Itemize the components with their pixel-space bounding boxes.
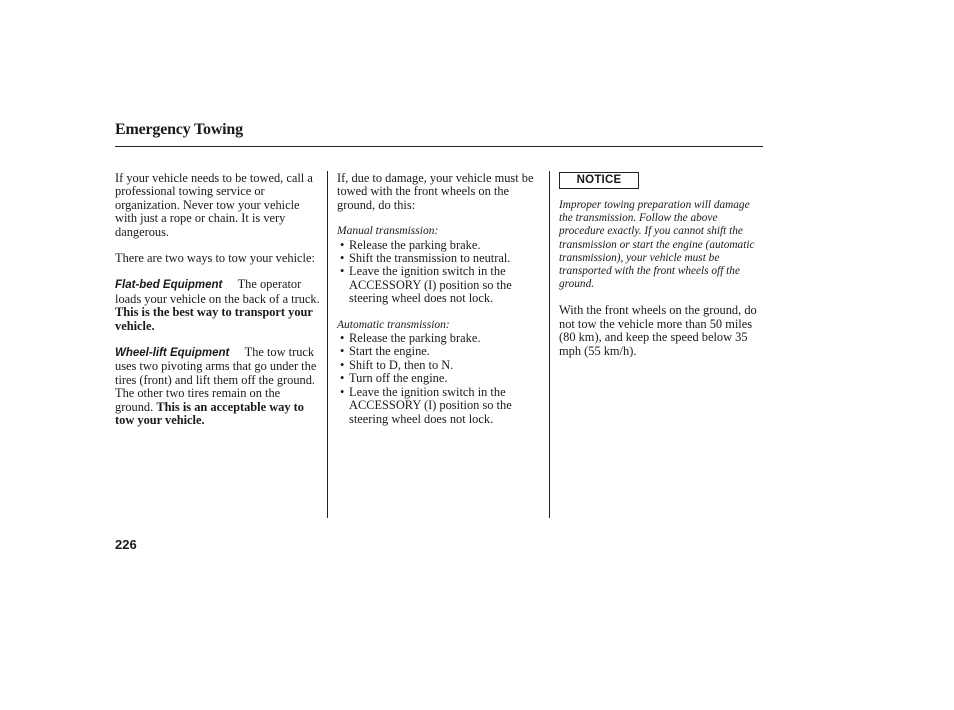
page-number: 226	[115, 537, 137, 552]
column-3	[559, 199, 764, 358]
towing-ways: There are two ways to tow your vehicle:	[115, 251, 315, 266]
column-2	[337, 172, 542, 426]
list-item: • Leave the ignition switch in the ACCESSORY (I) position so the steering wheel does not lock.	[337, 265, 542, 305]
list-item: • Start the engine.	[337, 345, 542, 358]
wheellift-text: The tow truck uses two pivoting arms that go under the tires (front) and lift them off the ground. The other two tires remain on the ground.	[115, 345, 317, 414]
notice-text: Improper towing preparation will damage the transmission. Follow the above procedure exactly. If you cannot shift the transmission or start the engine (automatic transmission), your vehicle must be transported with the front wheels off the ground.	[559, 199, 755, 291]
flatbed-text: The operator loads your vehicle on the back of a truck.	[115, 277, 320, 306]
list-item: • Shift to D, then to N.	[337, 359, 542, 372]
column-1	[115, 172, 320, 428]
page-title: Emergency Towing	[115, 121, 243, 138]
wheellift-bold: This is an acceptable way to tow your vehicle.	[115, 399, 304, 428]
title-rule	[115, 146, 763, 147]
list-item: • Leave the ignition switch in the ACCESSORY (I) position so the steering wheel does not lock.	[337, 386, 542, 426]
manual-steps	[337, 239, 542, 306]
column-divider-1	[327, 171, 328, 518]
towing-intro: If your vehicle needs to be towed, call a professional towing service or organization. Never tow your vehicle with just a rope or chain. It is very dangerous.	[115, 171, 313, 239]
front-wheels-intro: If, due to damage, your vehicle must be towed with the front wheels on the ground, do this:	[337, 171, 534, 212]
manual-label: Manual transmission:	[337, 225, 439, 238]
column-divider-2	[549, 171, 550, 518]
list-item: • Release the parking brake.	[337, 332, 542, 345]
flatbed-bold: This is the best way to transport your vehicle.	[115, 305, 313, 333]
list-item: • Shift the transmission to neutral.	[337, 252, 542, 265]
list-item: • Turn off the engine.	[337, 372, 542, 385]
list-item: • Release the parking brake.	[337, 239, 542, 252]
wheellift-label: Wheel-lift Equipment	[115, 347, 230, 360]
automatic-label: Automatic transmission:	[337, 318, 450, 331]
flatbed-paragraph	[115, 278, 320, 333]
notice-badge: NOTICE	[559, 172, 639, 189]
wheellift-paragraph	[115, 346, 320, 427]
speed-limit-text: With the front wheels on the ground, do not tow the vehicle more than 50 miles (80 km), and keep the speed below 35 mph (55 km/h).	[559, 303, 757, 358]
automatic-steps	[337, 332, 542, 426]
flatbed-label: Flat-bed Equipment	[115, 279, 223, 292]
